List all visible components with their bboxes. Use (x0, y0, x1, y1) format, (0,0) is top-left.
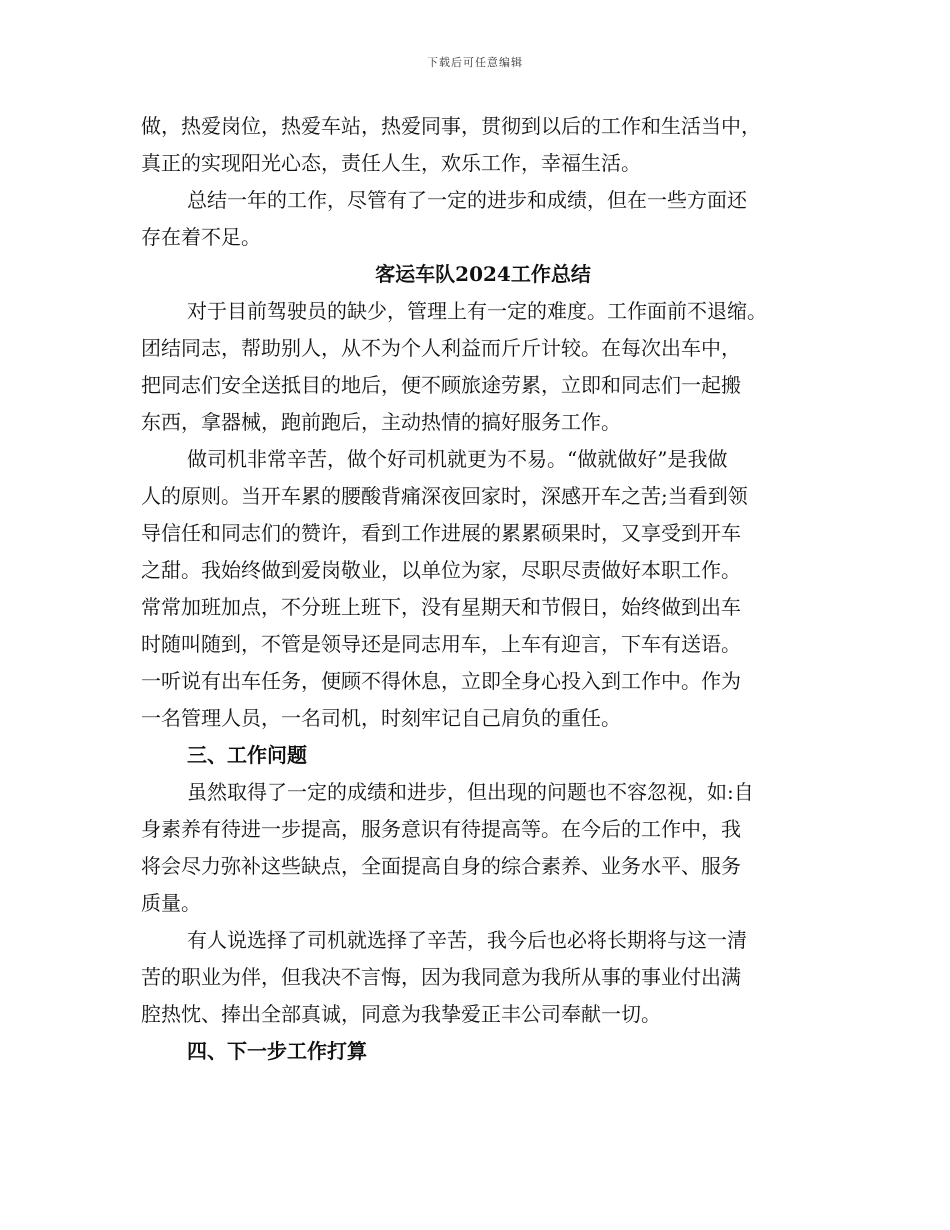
text-line: 导信任和同志们的赞许，看到工作进展的累累硕果时，又享受到开车 (141, 521, 741, 545)
text-line: 人的原则。当开车累的腰酸背痛深夜回家时，深感开车之苦;当看到领 (141, 484, 748, 508)
text-line: 一听说有出车任务，便顾不得休息，立即全身心投入到工作中。作为 (141, 669, 741, 693)
section-title: 客运车队2024工作总结 (375, 262, 591, 286)
text-line: 真正的实现阳光心态，责任人生，欢乐工作，幸福生活。 (141, 151, 641, 175)
text-line: 身素养有待进一步提高，服务意识有待提高等。在今后的工作中，我 (141, 817, 741, 841)
text-line: 之甜。我始终做到爱岗敬业，以单位为家，尽职尽责做好本职工作。 (141, 558, 741, 582)
text-line: 腔热忱、捧出全部真诚，同意为我挚爱正丰公司奉献一切。 (141, 1002, 661, 1026)
text-line: 常常加班加点，不分班上班下，没有星期天和节假日，始终做到出车 (141, 595, 741, 619)
text-line: 做司机非常辛苦，做个好司机就更为不易。“做就做好”是我做 (187, 447, 728, 471)
section-heading: 四、下一步工作打算 (187, 1039, 367, 1063)
section-heading: 三、工作问题 (187, 743, 307, 767)
text-line: 质量。 (141, 891, 201, 915)
text-line: 东西，拿器械，跑前跑后，主动热情的搞好服务工作。 (141, 410, 621, 434)
text-line: 存在着不足。 (141, 225, 261, 249)
text-line: 把同志们安全送抵目的地后，便不顾旅途劳累，立即和同志们一起搬 (141, 373, 741, 397)
text-line: 做，热爱岗位，热爱车站，热爱同事，贯彻到以后的工作和生活当中， (141, 114, 761, 138)
text-line: 有人说选择了司机就选择了辛苦，我今后也必将长期将与这一清 (187, 928, 747, 952)
text-line: 一名管理人员，一名司机，时刻牢记自己肩负的重任。 (141, 706, 621, 730)
text-line: 将会尽力弥补这些缺点，全面提高自身的综合素养、业务水平、服务 (141, 854, 741, 878)
page-header: 下载后可任意编辑 (427, 56, 523, 69)
text-line: 苦的职业为伴，但我决不言悔，因为我同意为我所从事的事业付出满 (141, 965, 741, 989)
text-line: 总结一年的工作，尽管有了一定的进步和成绩，但在一些方面还 (187, 188, 747, 212)
text-line: 时随叫随到，不管是领导还是同志用车，上车有迎言，下车有送语。 (141, 632, 741, 656)
document-body (141, 108, 825, 1070)
text-line: 虽然取得了一定的成绩和进步，但出现的问题也不容忽视，如:自 (187, 780, 754, 804)
text-line: 对于目前驾驶员的缺少，管理上有一定的难度。工作面前不退缩。 (187, 299, 767, 323)
text-line: 团结同志，帮助别人，从不为个人利益而斤斤计较。在每次出车中， (141, 336, 741, 360)
